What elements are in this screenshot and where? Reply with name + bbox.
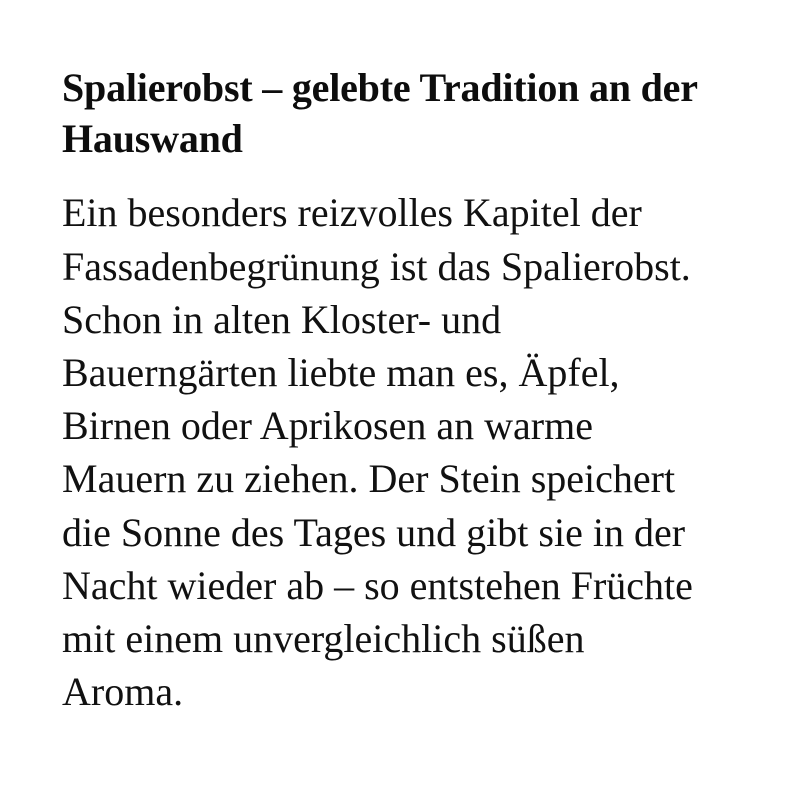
article [62, 62, 702, 718]
article-title: Spalierobst – gelebte Tradition an der Hauswand [62, 65, 698, 162]
article-body-paragraph: Ein besonders reizvolles Kapitel der Fassadenbegrünung ist das Spalierobst. Schon in alten Kloster- und Bauerngärten liebte man es, Äpfel, Birnen oder Aprikosen an warme Mauern zu ziehen. Der Stein speichert die Sonne des Tages und gibt sie in der Nacht wieder ab – so entstehen Früchte mit einem unvergleichlich süßen Aroma. [62, 190, 693, 715]
